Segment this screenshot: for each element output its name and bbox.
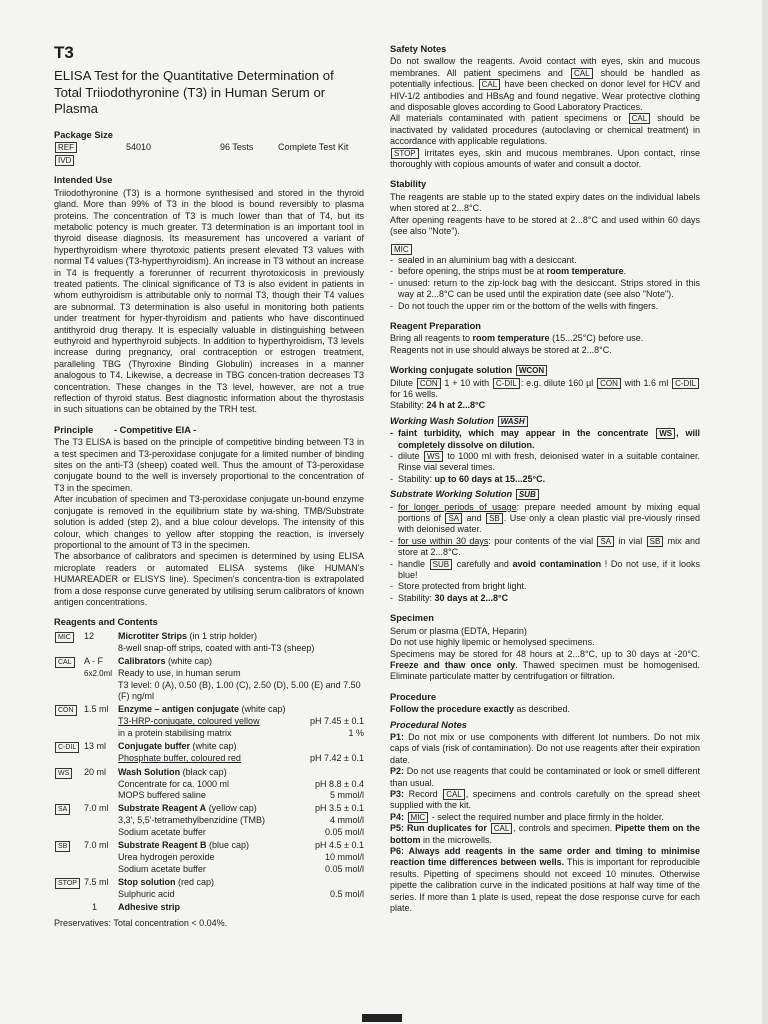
mic-symbol: MIC (391, 244, 412, 255)
reagent-stop: STOP 7.5 ml Stop solution (red cap) Sulphuric acid 0.5 mol/l (54, 877, 364, 900)
scan-footer-mark (362, 1014, 402, 1022)
intended-use-heading: Intended Use (54, 175, 113, 186)
working-conjugate-heading: Working conjugate solution WCON (390, 365, 700, 376)
wash-solution-list: - faint turbidity, which may appear in the concentrate WS , will completely dissolve on dilution. - dilute WS to 1000 ml with fresh, deionised water in a suitable container. Rinse vial several times. - Stability: up to 60 days at 15...25°C. (390, 428, 700, 485)
procedure-heading: Procedure (390, 691, 436, 702)
substrate-solution-list: - for longer periods of usage: prepare needed amount by mixing equal portions of SA and SB . Use only a clean plastic vial pre-viously rinsed with deionised water. - for use within 30 days: pour contents of the vial SA in vial SB mix and store at 2...8°C. - handle SUB carefully and avoid contamination ! Do not use, if it looks blue! - Store protected from bright light. - Stability: 30 days at 2...8°C (390, 502, 700, 605)
catalog-number: 54010 (126, 141, 152, 152)
test-count: 96 Tests (220, 141, 254, 152)
mic-stability-list: - sealed in an aluminium bag with a desiccant. - before opening, the strips must be at room temperature. - unused: return to the zip-lock bag with the desiccant. Strips stored in this way at 2...8°C can be used until the expiration date (see also "Note"). - Do not touch the upper rim or the bottom of the wells with fingers. (390, 255, 700, 312)
intended-use-text: Triiodothyronine (T3) is a hormone synthesised and stored in the thyroid gland. More than 99% of T3 in the blood is bound reversibly to plasma proteins. The concentration of T3 is much lower than that of T4, but its metabolic potency is much greater. T3 determination is an important tool in thyroid disease diagnosis. Its measurement has uncovered a variant of hyperthyroidism where thyrotoxic patients present elevated T3 values with normal T4 values (T3-hyperthyroidism). An increase in T3 without an increase in T4 is frequently a forerunner of recurrent thyrotoxicosis in previously treated patients. The clinical significance of T3 is also evident in patients in whom euthyroidism is attributable only to normal T3, though their T4 values are subnormal. T3 determination is also useful in monitoring both patients under treatment for hyper-thyroidism and patients who have discontinued antithyroid drug therapy. It is especially valuable in distinguishing between euthyroid and hyperthyroid subjects. In addition to hyperthyroidism, T3 levels increase during pregnancy, oral contraception or estrogen treatment, paralleling TBG (Thyroxine Binding Globulin) increases in a manner analogous to T4. Likewise, a decrease in TBG concen-tration decreases T3 concentration. These changes in the T3 level, however, are not a true reflection of thyroid status. Best diagnostic information about the thyrostasis in such situations can be obtained by the TRH test. (54, 187, 364, 415)
note-p1: P1: Do not mix or use components with different lot numbers. Do not mix caps of vials (risk of contamination). Do not use reagents after their expiration date. (390, 731, 700, 765)
wash-solution-heading: Working Wash Solution WASH (390, 416, 700, 427)
reagent-prep-text: Bring all reagents to room temperature (15...25°C) before use. (390, 333, 644, 344)
reagent-ws: WS 20 ml Wash Solution (black cap) Concentrate for ca. 1000 ml pH 8.8 ± 0.4 MOPS buffered saline 5 mmol/l (54, 767, 364, 802)
reagent-sa: SA 7.0 ml Substrate Reagent A (yellow cap) pH 3.5 ± 0.1 3,3', 5,5'-tetramethylbenzidine (TMB) 4 mmol/l Sodium acetate buffer 0.05 mol/l (54, 803, 364, 838)
stability-heading: Stability (390, 179, 427, 190)
left-column (54, 44, 364, 929)
working-conjugate-text: Dilute CON 1 + 10 with C-DIL : e.g. dilute 160 µl CON with 1.6 ml C-DILfor 16 wells. (390, 378, 700, 401)
note-p3: P3: Record CAL , specimens and controls carefully on the spread sheet supplied with the kit. (390, 788, 700, 811)
note-p4: P4: MIC - select the required number and place firmly in the holder. (390, 811, 664, 822)
product-subtitle: ELISA Test for the Quantitative Determination of Total Triiodothyronine (T3) in Human Serum or Plasma (54, 68, 334, 116)
ivd-symbol: IVD (55, 155, 74, 166)
right-column: Safety Notes Do not swallow the reagents. Avoid contact with eyes, skin and mucous membranes. All patient specimens and CAL should be handled as potentially infectious. CAL have been checked on donor level for HCV and HIV-1/2 antibodies and HBsAg and found negative. Wear protective clothing and disposable gloves according to Good Laboratory Practices. All materials contaminated with patient specimens or CAL should be inactivated by validated procedures (autoclaving or chemical treatment) in accordance with applicable regulations. STOP irritates eyes, skin and mucous membranes. Upon contact, rinse thoroughly with copious amounts of water and consult a doctor. Stability The reagents are stable up to the stated expiry dates on the individual labels when stored at 2...8°C. After opening reagents have to be stored at 2...8°C and used within 60 days (see also "Note"). MIC - sealed in an aluminium bag with a desiccant. - before opening, the strips must be at room temperature. - unused: return to the zip-lock bag with the desiccant. Strips stored in this way at 2...8°C can be used until the expiration date (see also "Note"). - Do not touch the upper rim or the bottom of the wells with fingers. Reagent Preparation Bring all reagents to room temperature (15...25°C) before use. Reagents not in use should always be stored at 2...8°C. Working conjugate solution WCON Dilute CON 1 + 10 with C-DIL : e.g. dilute 160 µl CON with 1.6 ml C-DILfor 16 wells. Stability: 24 h at 2...8°C Working Wash Solution WASH - faint turbidity, which may appear in the concentrate WS , will completely dissolve on dilution. - dilute WS to 1000 ml with fresh, deionised water in a suitable container. Rinse vial several times. - Stability: up to 60 days at 15...25°C. Substrate Working Solution SUB - for longer periods of usage: prepare needed amount by mixing equal portions of SA and SB . Use only a clean plastic vial pre-viously rinsed with deionised water. - for use within 30 days: pour contents of the vial SA in vial SB mix and store at 2...8°C. - handle SUB carefully and avoid contamination ! Do not use, if it looks blue! - Store protected from bright light. - Stability: 30 days at 2...8°C Specimen Serum or plasma (EDTA, Heparin) Do not use highly lipemic or hemolysed specimens. Specimens may be stored for 48 hours at 2...8°C, up to 30 days at -20°C. Freeze and thaw once only. Thawed specimen must be homogenised. Eliminate particulate matter by centrifugation or filtration. Procedure Follow the procedure exactly as described. Procedural Notes P1: Do not mix or use components with different lot numbers. Do not mix caps of vials (risk of contamination). Do not use reagents after their expiration date. P2: Do not use reagents that could be contaminated or look or smell different than usual. P3: Record CAL , specimens and controls carefully on the spread sheet supplied with the kit. P4: MIC - select the required number and place firmly in the holder. P5: Run duplicates for CAL , controls and specimen. Pipette them on the bottom in the microwells. P6: Always add reagents in the same order and timing to minimise reaction time differences between wells. This is important for reproducible results. Pipetting of specimens should not exceed 10 minutes. Otherwise pipette the calibration curve in the indicated positions at half way time of the series. If more than 1 plate is used, repeat the dose response curve for each plate. (390, 44, 700, 914)
product-title: T3 (54, 43, 74, 62)
reagent-mic: MIC 12 Microtiter Strips (in 1 strip holder) 8-well snap-off strips, coated with anti-T3 (sheep) (54, 631, 364, 654)
reagent-con: CON 1.5 ml Enzyme – antigen conjugate (white cap) T3-HRP-conjugate, coloured yellow pH 7.45 ± 0.1 in a protein stabilising matrix 1 % (54, 704, 364, 739)
substrate-solution-heading: Substrate Working Solution SUB (390, 489, 700, 500)
safety-text-1: Do not swallow the reagents. Avoid contact with eyes, skin and mucous membranes. All patient specimens and CAL should be handled as potentially infectious. CAL have been checked on donor level for HCV and HIV-1/2 antibodies and HBsAg and found negative. Wear protective clothing and disposable gloves according to Good Laboratory Practices. (390, 56, 700, 113)
reagents-heading: Reagents and Contents (54, 617, 158, 628)
reagent-cdil: C-DIL 13 ml Conjugate buffer (white cap) Phosphate buffer, coloured red pH 7.42 ± 0.1 (54, 741, 364, 764)
reagent-sb: SB 7.0 ml Substrate Reagent B (blue cap) pH 4.5 ± 0.1 Urea hydrogen peroxide 10 mmol/l Sodium acetate buffer 0.05 mol/l (54, 840, 364, 875)
note-p2: P2: Do not use reagents that could be contaminated or look or smell different than usual. (390, 766, 700, 788)
principle-text-2: After incubation of specimen and T3-peroxidase conjugate un-bound enzyme conjugate is removed in the equilibrium state by wa-shing. TMB/Substrate solution is added (step 2), and a blue colour develops. The intensity of this colour, which changes to yellow after stopping the reaction, is inversely proportional to the amount of T3 in the specimen. (54, 494, 364, 550)
stability-text-2: After opening reagents have to be stored at 2...8°C and used within 60 days (see also "Note"). (390, 214, 700, 237)
preservatives-note: Preservatives: Total concentration < 0.04%. (54, 917, 228, 928)
reagent-cal: CAL A - F Calibrators (white cap) 6x2.0ml Ready to use, in human serum T3 level: 0 (A), 0.50 (B), 1.00 (C), 2.50 (D), 5.00 (E) and 7.50 (F) ng/ml (54, 656, 364, 702)
principle-text-1: The T3 ELISA is based on the principle of competitive binding between T3 in a test specimen and T3-peroxidase conjugate for a limited number of binding sites on the anti-T3 (sheep) coated well. Thus the amount of T3-peroxidase conjugate bound to the well is inversely proportional to the concentration of T3 in the specimen. (54, 437, 364, 493)
package-row (54, 142, 364, 153)
principle-text-3: The absorbance of calibrators and specimen is determined by using ELISA microplate readers or automated ELISA systems (like HUMAN's HUMAREADER or ELISYS line). Specimen's concentra-tion is extrapolated from a dose response curve generated by utilising serum calibrators of known antigen concentrations. (54, 551, 364, 607)
safety-heading: Safety Notes (390, 44, 447, 54)
note-p5: P5: Run duplicates for CAL , controls and specimen. Pipette them on the bottom in the microwells. (390, 823, 700, 845)
kit-type: Complete Test Kit (278, 141, 349, 152)
note-p6: P6: Always add reagents in the same order and timing to minimise reaction time differences between wells. This is important for reproducible results. Pipetting of specimens should not exceed 10 minutes. Otherwise pipette the calibration curve in the indicated positions at half way time of the series. If more than 1 plate is used, repeat the dose response curve for each plate. (390, 846, 700, 914)
package-size-heading: Package Size (54, 129, 113, 140)
scan-edge (762, 0, 768, 1024)
procedural-notes-heading: Procedural Notes (390, 719, 467, 730)
specimen-heading: Specimen (390, 613, 434, 624)
principle-heading: Principle - Competitive EIA - (54, 424, 197, 435)
reagent-prep-heading: Reagent Preparation (390, 320, 481, 331)
safety-text-2: All materials contaminated with patient specimens or CAL should be inactivated by validated procedures (autoclaving or chemical treatment) in accordance with applicable regulations. (390, 113, 700, 147)
ref-symbol: REF (55, 142, 77, 153)
reagent-strip: 1 Adhesive strip (92, 902, 181, 913)
safety-text-3: STOP irritates eyes, skin and mucous membranes. Upon contact, rinse thoroughly with copious amounts of water and consult a doctor. (390, 147, 700, 170)
stability-text-1: The reagents are stable up to the stated expiry dates on the individual labels when stored at 2...8°C. (390, 191, 700, 214)
specimen-storage-text: Specimens may be stored for 48 hours at 2...8°C, up to 30 days at -20°C. Freeze and thaw once only. Thawed specimen must be homogenised. Eliminate particulate matter by centrifugation or filtration. (390, 648, 701, 682)
